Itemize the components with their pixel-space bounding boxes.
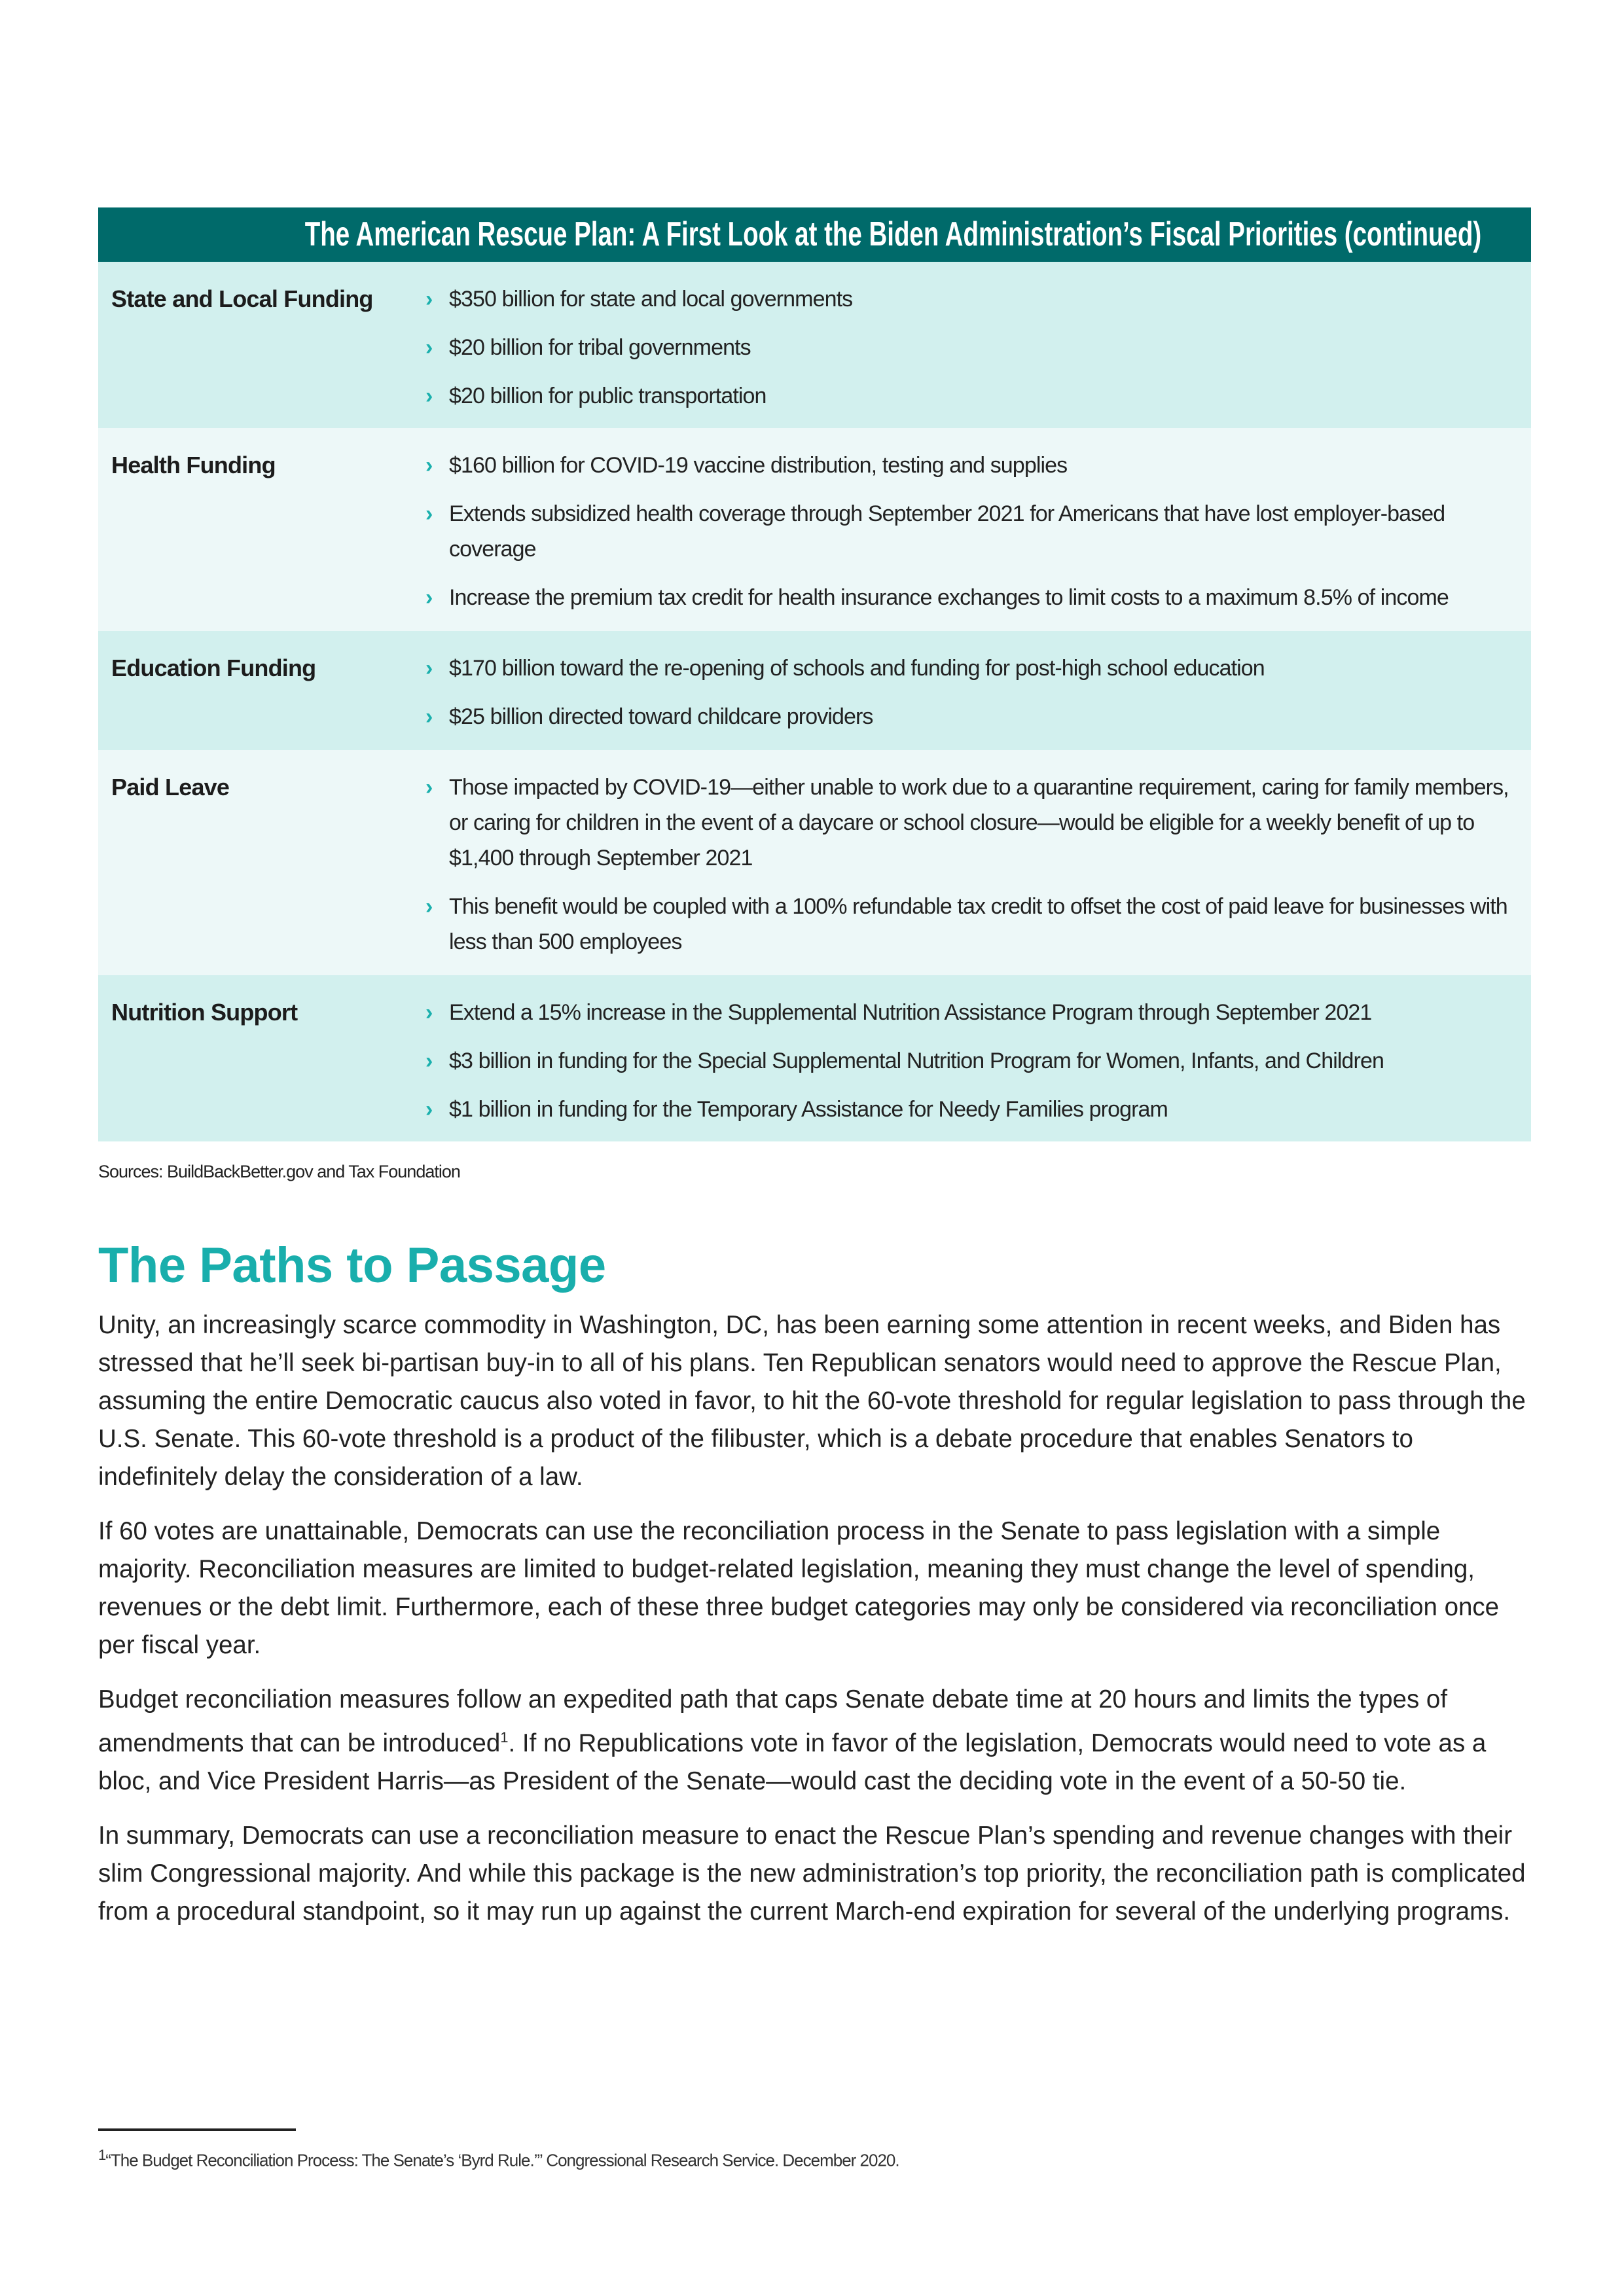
paragraph-text: . If no Republications vote in favor of the legislation, Democrats would need to vote as a bloc, and Vice President Harris—as President of the Senate—would cast the deciding vote in the event of a 50-50 tie. bbox=[98, 1729, 1487, 1795]
row-label: Health Funding bbox=[111, 452, 276, 478]
item-text: $20 billion for tribal governments bbox=[449, 335, 751, 360]
list-item bbox=[425, 378, 1518, 414]
row-label: Education Funding bbox=[111, 655, 316, 681]
item-text: $170 billion toward the re-opening of schools and funding for post-high school education bbox=[449, 656, 1265, 681]
list-item bbox=[425, 330, 1518, 365]
item-text: $25 billion directed toward childcare providers bbox=[449, 704, 873, 729]
chevron-right-icon: › bbox=[425, 656, 433, 681]
item-text: Those impacted by COVID-19—either unable to work due to a quarantine requirement, caring for family members, or caring for children in the event of a daycare or school closure—would be eligible for a weekly benefit of up to $1,400 through September 2021 bbox=[449, 775, 1509, 870]
footnote-ref[interactable]: 1 bbox=[500, 1729, 509, 1746]
chevron-right-icon: › bbox=[425, 585, 433, 610]
list-item bbox=[425, 496, 1518, 567]
paragraph: Unity, an increasingly scarce commodity in Washington, DC, has been earning some attention in recent weeks, and Biden has stressed that he’ll seek bi-partisan buy-in to all of his plans. Ten Republican senators would need to approve the Rescue Plan, assuming the entire Democratic caucus also voted in favor, to hit the 60-vote threshold for regular legislation to pass through the U.S. Senate. This 60-vote threshold is a product of the filibuster, which is a debate procedure that enables Senators to indefinitely delay the consideration of a law. bbox=[98, 1311, 1526, 1491]
footnote-divider bbox=[98, 2128, 296, 2131]
chevron-right-icon: › bbox=[425, 501, 433, 526]
item-text: Increase the premium tax credit for health insurance exchanges to limit costs to a maximum 8.5% of income bbox=[449, 585, 1449, 610]
paragraph-text: Budget reconciliation measures follow an expedited path that caps Senate debate time at 20 hours and limits the types of amendments that can be introduced bbox=[98, 1685, 1448, 1757]
list-item bbox=[425, 889, 1518, 960]
table-row bbox=[98, 428, 1531, 631]
item-text: Extends subsidized health coverage through September 2021 for Americans that have lost employer-based coverage bbox=[449, 501, 1445, 562]
chevron-right-icon: › bbox=[425, 335, 433, 360]
row-items bbox=[425, 995, 1531, 1141]
list-item bbox=[425, 1092, 1518, 1127]
paragraph: If 60 votes are unattainable, Democrats can use the reconciliation process in the Senate to pass legislation with a simple majority. Reconciliation measures are limited to budget-related legislation, meaning they must change the level of spending, revenues or the debt limit. Furthermore, each of these three budget categories may only be considered via reconciliation once per fiscal year. bbox=[98, 1517, 1500, 1659]
item-text: $160 billion for COVID-19 vaccine distribution, testing and supplies bbox=[449, 453, 1068, 478]
row-items bbox=[425, 770, 1531, 975]
list-item bbox=[425, 580, 1518, 615]
chevron-right-icon: › bbox=[425, 775, 433, 800]
chevron-right-icon: › bbox=[425, 384, 433, 408]
item-text: $1 billion in funding for the Temporary Assistance for Needy Families program bbox=[449, 1097, 1168, 1122]
chevron-right-icon: › bbox=[425, 704, 433, 729]
fiscal-priorities-table bbox=[98, 207, 1531, 1141]
item-text: $20 billion for public transportation bbox=[449, 384, 767, 408]
table-row bbox=[98, 262, 1531, 428]
section-heading: The Paths to Passage bbox=[98, 1238, 606, 1293]
chevron-right-icon: › bbox=[425, 1049, 433, 1073]
row-items bbox=[425, 651, 1531, 750]
sources-note: Sources: BuildBackBetter.gov and Tax Foundation bbox=[98, 1162, 460, 1181]
row-items bbox=[425, 448, 1531, 631]
chevron-right-icon: › bbox=[425, 1000, 433, 1025]
list-item bbox=[425, 1043, 1518, 1079]
paragraph: In summary, Democrats can use a reconciliation measure to enact the Rescue Plan’s spending and revenue changes with their slim Congressional majority. And while this package is the new administration’s top priority, the reconciliation path is complicated from a procedural standpoint, so it may run up against the current March-end expiration for several of the underlying programs. bbox=[98, 1821, 1526, 1926]
footnote-text: “The Budget Reconciliation Process: The Senate’s ‘Byrd Rule.’” Congressional Research Service. December 2020. bbox=[105, 2150, 899, 2170]
chevron-right-icon: › bbox=[425, 453, 433, 478]
table-row bbox=[98, 750, 1531, 975]
list-item bbox=[425, 995, 1518, 1030]
list-item bbox=[425, 651, 1518, 686]
chevron-right-icon: › bbox=[425, 1097, 433, 1122]
paragraph bbox=[98, 1681, 1531, 1801]
list-item bbox=[425, 448, 1518, 483]
row-label: Paid Leave bbox=[111, 774, 230, 800]
item-text: Extend a 15% increase in the Supplemental Nutrition Assistance Program through September 2021 bbox=[449, 1000, 1372, 1025]
item-text: $3 billion in funding for the Special Supplemental Nutrition Program for Women, Infants, and Children bbox=[449, 1049, 1384, 1073]
row-label: State and Local Funding bbox=[111, 285, 373, 312]
chevron-right-icon: › bbox=[425, 894, 433, 919]
footnote-mark: 1 bbox=[98, 2147, 106, 2163]
table-header bbox=[98, 207, 1531, 262]
list-item bbox=[425, 770, 1518, 876]
list-item bbox=[425, 699, 1518, 734]
table-row bbox=[98, 975, 1531, 1141]
list-item bbox=[425, 281, 1518, 317]
item-text: $350 billion for state and local governments bbox=[449, 287, 853, 312]
table-title: The American Rescue Plan: A First Look at the Biden Administration’s Fiscal Priorities (continued) bbox=[304, 215, 1482, 253]
row-label: Nutrition Support bbox=[111, 999, 298, 1026]
item-text: This benefit would be coupled with a 100% refundable tax credit to offset the cost of paid leave for businesses with less than 500 employees bbox=[449, 894, 1507, 954]
table-row bbox=[98, 631, 1531, 750]
chevron-right-icon: › bbox=[425, 287, 433, 312]
footnote bbox=[98, 2147, 899, 2171]
row-items bbox=[425, 281, 1531, 428]
section-body bbox=[98, 1306, 1531, 1947]
